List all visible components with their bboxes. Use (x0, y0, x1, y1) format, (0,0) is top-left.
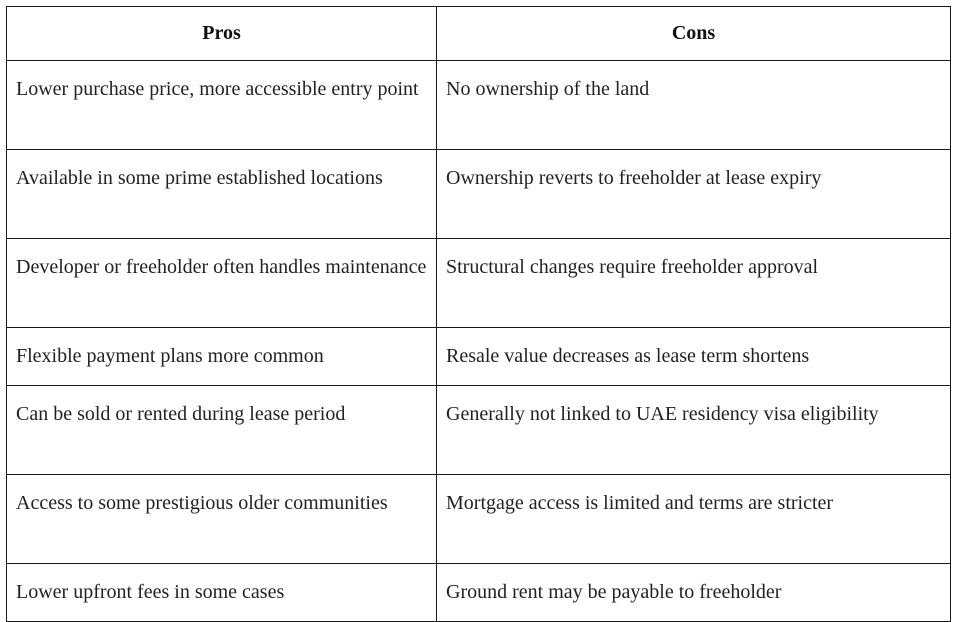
pros-cons-table (6, 6, 951, 622)
table-row (7, 386, 951, 475)
table-row (7, 564, 951, 622)
con-cell: Mortgage access is limited and terms are stricter (437, 475, 951, 564)
header-cons: Cons (437, 7, 951, 61)
con-cell: No ownership of the land (437, 61, 951, 150)
con-cell: Resale value decreases as lease term shortens (437, 328, 951, 386)
pro-cell: Access to some prestigious older communities (7, 475, 437, 564)
pro-cell: Developer or freeholder often handles maintenance (7, 239, 437, 328)
pro-cell: Lower upfront fees in some cases (7, 564, 437, 622)
pro-cell: Flexible payment plans more common (7, 328, 437, 386)
pros-cons-table-container (6, 6, 950, 622)
pro-cell: Available in some prime established locations (7, 150, 437, 239)
table-row (7, 61, 951, 150)
pro-cell: Lower purchase price, more accessible entry point (7, 61, 437, 150)
table-row (7, 475, 951, 564)
con-cell: Ownership reverts to freeholder at lease expiry (437, 150, 951, 239)
pro-cell: Can be sold or rented during lease period (7, 386, 437, 475)
header-pros: Pros (7, 7, 437, 61)
table-row (7, 328, 951, 386)
table-header-row (7, 7, 951, 61)
con-cell: Generally not linked to UAE residency visa eligibility (437, 386, 951, 475)
table-row (7, 239, 951, 328)
con-cell: Ground rent may be payable to freeholder (437, 564, 951, 622)
table-row (7, 150, 951, 239)
con-cell: Structural changes require freeholder approval (437, 239, 951, 328)
